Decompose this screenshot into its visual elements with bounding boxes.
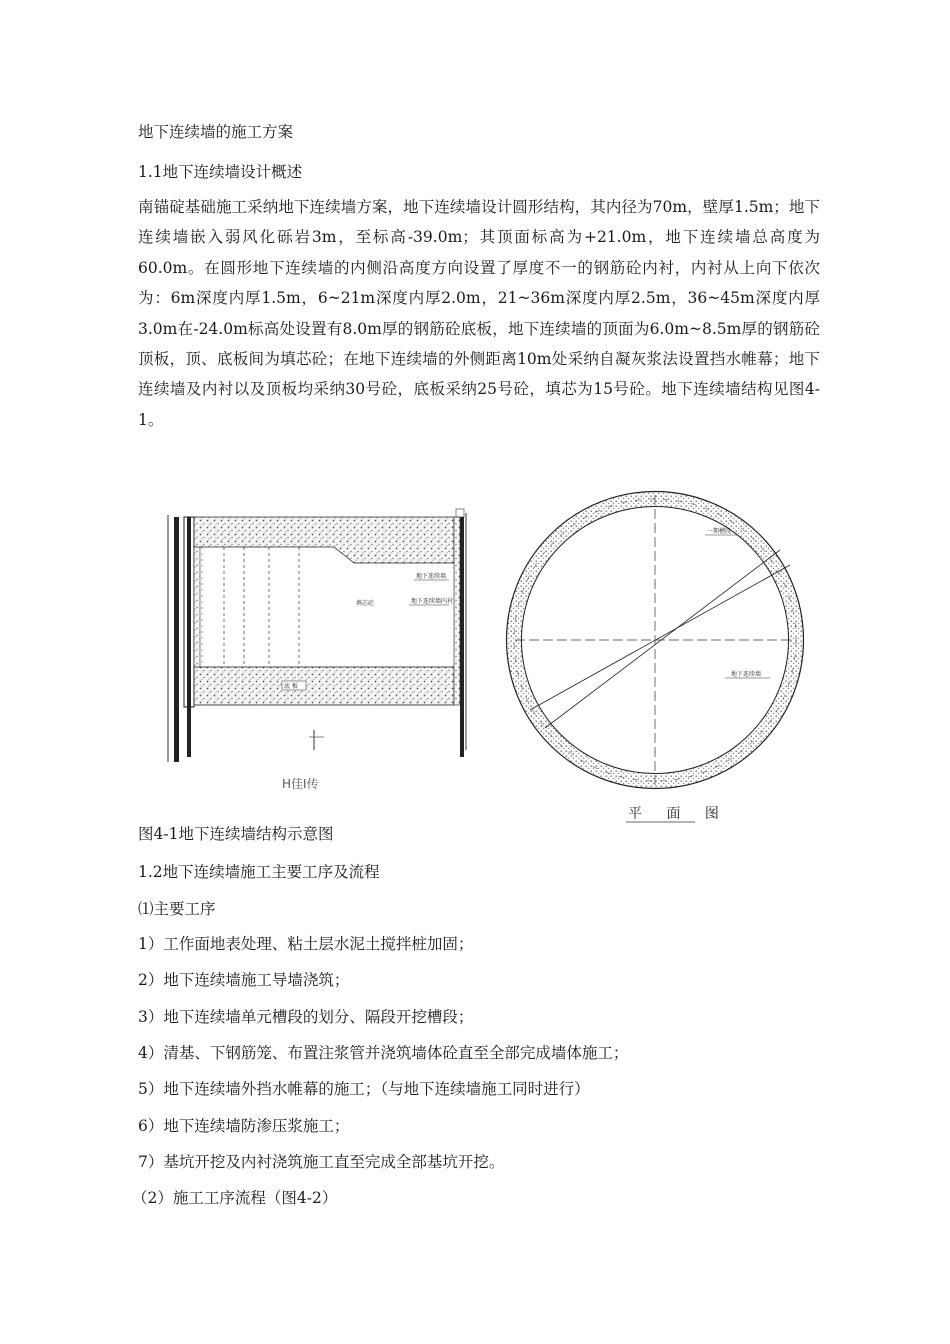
plan-view-figure xyxy=(505,490,810,829)
subsection-flow: （2）施工工序流程（图4-2） xyxy=(132,1189,338,1207)
cross-section-figure xyxy=(164,505,484,799)
list-item: 3）地下连续墙单元槽段的划分、隔段开挖槽段； xyxy=(138,1008,474,1026)
list-item: 1）工作面地表处理、粘土层水泥土搅拌桩加固； xyxy=(138,935,474,953)
section-heading-1-1: 1.1地下连续墙设计概述 xyxy=(138,163,303,181)
plan-caption: 平 面 图 xyxy=(628,806,729,822)
list-item: 5）地下连续墙外挡水帷幕的施工；（与地下连续墙施工同时进行） xyxy=(138,1080,590,1098)
section-1-1-body: 南锚碇基础施工采纳地下连续墙方案，地下连续墙设计圆形结构，其内径为70m，壁厚1.5m；地下连续墙嵌入弱风化砾岩3m，至标高-39.0m；其顶面标高为+21.0m，地下连续墙总高度为60.0m。在圆形地下连续墙的内侧沿高度方向设置了厚度不一的钢筋砼内衬，内衬从上向下依次为：6m深度内厚1.5m，6~21m深度内厚2.0m，21~36m深度内厚2.5m，36~45m深度内厚3.0m在-24.0m标高处设置有8.0m厚的钢筋砼底板，地下连续墙的顶面为6.0m~8.5m厚的钢筋砼顶板，顶、底板间为填芯砼；在地下连续墙的外侧距离10m处采纳自凝灰浆法设置挡水帷幕；地下连续墙及内衬以及顶板均采纳30号砼，底板采纳25号砼，填芯为15号砼。地下连续墙结构见图4-1。 xyxy=(138,198,820,429)
list-item: 6）地下连续墙防渗压浆施工； xyxy=(138,1117,350,1135)
label-lining: 地下连续墙内衬 xyxy=(411,598,454,605)
document-title: 地下连续墙的施工方案 xyxy=(138,123,294,141)
section-caption: H佳I传 xyxy=(282,777,319,791)
list-item: 7）基坑开挖及内衬浇筑施工直至完成全部基坑开挖。 xyxy=(138,1153,505,1171)
plan-note-wall: 地下连续墙 xyxy=(731,671,762,678)
label-wall: 地下连续墙 xyxy=(416,573,447,580)
plan-note-panel: 一期槽段 xyxy=(707,528,732,535)
subsection-main-steps: ⑴主要工序 xyxy=(138,900,216,918)
list-item: 2）地下连续墙施工导墙浇筑； xyxy=(138,971,350,989)
section-heading-1-2: 1.2地下连续墙施工主要工序及流程 xyxy=(138,863,380,881)
label-fill-concrete: 填芯砼 xyxy=(356,600,375,607)
list-item: 4）清基、下钢筋笼、布置注浆管并浇筑墙体砼直至全部完成墙体施工； xyxy=(138,1044,629,1062)
label-bottom-slab: 底 板 xyxy=(284,683,298,690)
figure-caption: 图4-1地下连续墙结构示意图 xyxy=(138,825,334,843)
